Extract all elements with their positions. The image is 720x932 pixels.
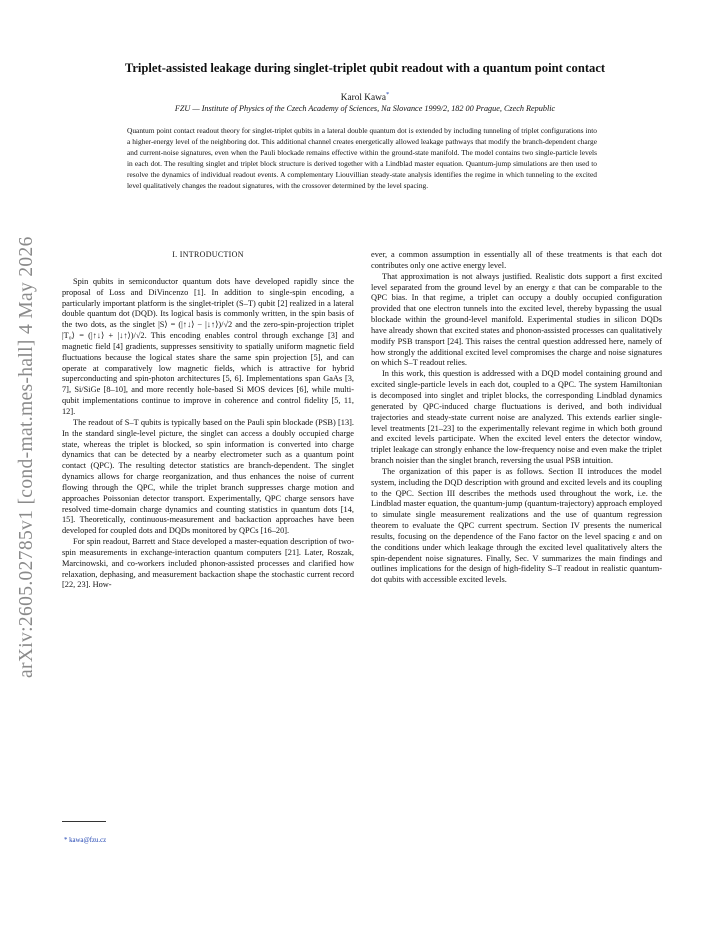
- footnote-rule: [62, 821, 106, 822]
- author-footnote-mark[interactable]: *: [385, 91, 390, 98]
- paragraph-intro-2: The readout of S–T qubits is typically based on the Pauli spin blockade (PSB) [13]. In the standard single-level picture, the singlet can access a doubly occupied charge state, whereas the triplet is blocked, so spin information is converted into charge dynamics that can be detected by a nearby electrometer such as a quantum point contact (QPC). The resulting detector statistics are branch-dependent. The singlet dynamics allows for charge reorganization, and thus enhances the noise of current flowing through the QPC, while the triplet branch suppresses charge motion and approaches Poissonian detector transport. Experimentally, QPC charge sensors have resolved time-domain charge dynamics and counting statistics in quantum dots [14, 15]. Theoretically, continuous-measurement and backaction approaches have been developed for coupled dots and DQDs monitored by QPCs [16–20].: [62, 417, 354, 536]
- right-column: [371, 250, 662, 586]
- section-heading-introduction: I. INTRODUCTION: [172, 250, 244, 259]
- paper-title: Triplet-assisted leakage during singlet-triplet qubit readout with a quantum point contact: [124, 61, 606, 75]
- paragraph-intro-3-continued: ever, a common assumption in essentially all of these treatments is that each dot contributes only one active energy level.: [371, 250, 662, 270]
- paragraph-intro-5: In this work, this question is addressed with a DQD model containing ground and excited single-particle levels in each dot, coupled to a QPC. The system Hamiltonian is decomposed into singlet and triplet blocks, the corresponding Lindblad dynamics generated by QPC-induced charge fluctuations is derived, and both individual trajectories and steady-state current noise are analyzed. This extends earlier single-level treatments [21–23] to the experimentally relevant regime in which both ground and excited levels participate. When the excited level enters the detector window, triplet leakage can strongly enhance the low-frequency noise and even make the triplet branch noisier than the singlet branch, reversing the usual PSB intuition.: [371, 369, 662, 466]
- left-column: [62, 250, 354, 591]
- affiliation: FZU — Institute of Physics of the Czech Academy of Sciences, Na Slovance 1999/2, 182 00 Prague, Czech Republic: [174, 104, 556, 113]
- paragraph-intro-1: Spin qubits in semiconductor quantum dots have developed rapidly since the proposal of Loss and DiVincenzo [1]. In addition to single-spin encoding, a particularly important platform is the singlet-triplet (S–T) qubit [2] realized in a lateral double quantum dot (DQD). Its logical basis is commonly written, in the spin basis of the two dots, as the singlet |S⟩ = (|↑↓⟩ − |↓↑⟩)/√2 and the zero-spin-projection triplet |T₀⟩ = (|↑↓⟩ + |↓↑⟩)/√2. This encoding enables control through exchange [3] and magnetic field [4] gradients, suppresses sensitivity to spatially uniform magnetic field fluctuations because the logical states share the same spin projection [5], and can operate at comparatively low magnetic fields, which is attractive for hybrid superconducting and spin-photon architectures [5, 6]. Implementations span GaAs [3, 7], Si/SiGe [8–10], and more recently hole-based Si MOS devices [6], while multi-qubit implementations continue to improve in coherence and control fidelity [5, 11, 12].: [62, 276, 354, 416]
- abstract: Quantum point contact readout theory for singlet-triplet qubits in a lateral double quantum dot is extended by including tunneling of triplet configurations into a higher-energy level of the neighboring dot. This additional channel creates energetically allowed leakage pathways that modify the branch-dependent charge and current-noise signatures, even when the Pauli blockade remains effective within the ground-state manifold. The model contains two single-particle levels in each dot. The resulting singlet and triplet block structure is derived together with a Lindblad master equation. Quantum-jump simulations are then used to resolve the dynamics of individual readout events. A complementary Liouvillian steady-state analysis identifies the regime in which tunneling to the excited level qualitatively changes the readout signatures, with the crossover determined by the level spacing.: [127, 126, 597, 190]
- paragraph-intro-4: That approximation is not always justified. Realistic dots support a first excited level separated from the ground level by an energy ε that can be comparable to the QPC bias. In that regime, a triplet can occupy a doubly occupied configuration provided that one electron tunnels into the excited level, thereby bypassing the usual blockade within the ground-level manifold. Experimental studies in silicon DQDs have already shown that excited states and phonon-assisted processes can qualitatively modify PSB transport [24]. This raises the central question addressed here, namely of how strongly the additional excited level compromises the charge and noise signatures on which S–T readout relies.: [371, 271, 662, 368]
- paragraph-intro-6: The organization of this paper is as follows. Section II introduces the model system, including the DQD description with ground and excited levels and its coupling to the QPC. Section III describes the methods used throughout the work, i.e. the Lindblad master equation, the quantum-jump (quantum-trajectory) approach employed to simulate single measurement realizations and the use of quantum regression theorem to evaluate the QPC current spectrum. Section IV presents the numerical results, focusing on the dependence of the Fano factor on the level spacing ε and on the conditions under which leakage through the excited level qualitatively alters the spin-dependent noise signatures. Finally, Sec. V summarizes the main findings and outlines implications for the design of high-fidelity S–T readout in realistic quantum-dot qubits with accessible excited levels.: [371, 466, 662, 585]
- footnote: [64, 837, 106, 844]
- author-name: Karol Kawa: [340, 93, 386, 104]
- footnote-email-link[interactable]: kawa@fzu.cz: [69, 837, 107, 844]
- arxiv-identifier[interactable]: arXiv:2605.02785v1 [cond-mat.mes-hall] 4 May 2026: [16, 236, 37, 678]
- footnote-mark: *: [64, 837, 68, 844]
- paragraph-intro-3: For spin readout, Barrett and Stace developed a master-equation description of two-spin measurements in exchange-interaction quantum computers [21]. Later, Roszak, Marcinowski, and co-workers included phonon-assisted processes and clarified how relaxation, dephasing, and measurement backaction shape the stochastic current record [22, 23]. How-: [62, 537, 354, 590]
- author-line: [60, 91, 670, 103]
